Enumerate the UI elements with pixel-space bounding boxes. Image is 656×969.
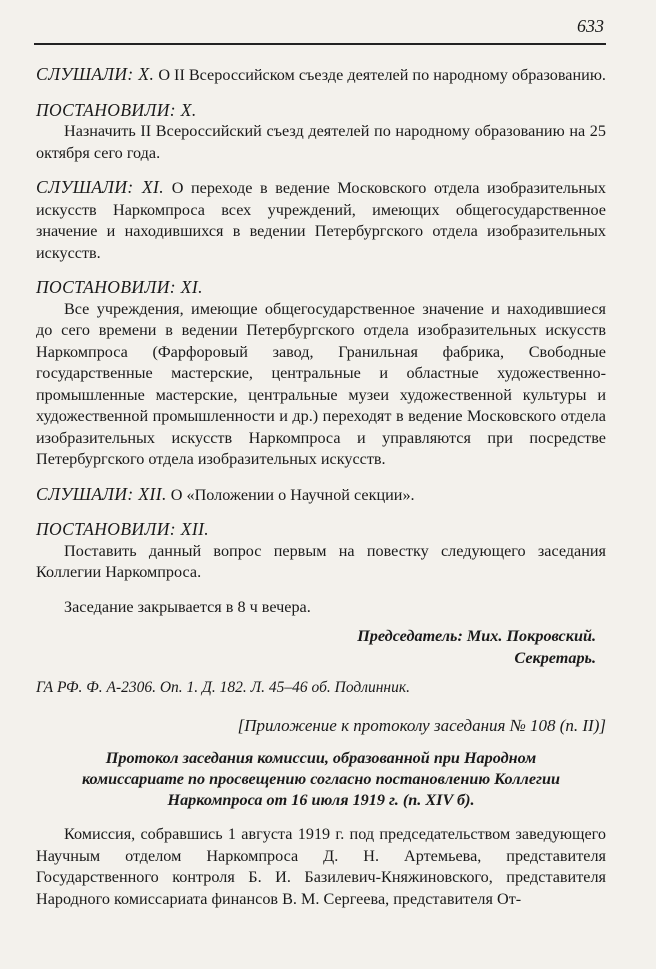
page-number: 633 — [577, 16, 604, 36]
appendix-note: [Приложение к протоколу заседания № 108 (п. II)] — [237, 715, 606, 735]
section-resolved-11-label: ПОСТАНОВИЛИ: XI. — [36, 277, 203, 297]
document-body — [36, 64, 606, 910]
closing-line: Заседание закрывается в 8 ч вечера. — [64, 597, 311, 616]
section-label: СЛУШАЛИ: XII. — [36, 483, 167, 504]
section-heard-11 — [36, 177, 606, 264]
section-heard-10 — [36, 64, 606, 87]
section-resolved-12-text: Поставить данный вопрос первым на повестку следующего заседания Коллегии Наркомпроса. — [36, 541, 606, 581]
section-resolved-10-label: ПОСТАНОВИЛИ: X. — [36, 99, 197, 120]
header-rule — [34, 43, 606, 45]
section-text: О переходе в ведение Московского отдела изобразительных искусств Наркомпроса всех учреждений, имеющих общегосударственное значение и находившихся в ведении Петербургского отдела изобразительных искусств. — [36, 179, 606, 262]
protocol-title: Протокол заседания комиссии, образованной при Народном комиссариате по просвещению согласно постановлению Коллегии Наркомпроса от 16 июля 1919 г. (п. XIV б). — [81, 749, 561, 809]
section-resolved-12-label: ПОСТАНОВИЛИ: XII. — [36, 519, 210, 539]
section-resolved-11-text: Все учреждения, имеющие общегосударственное значение и находившиеся до сего времени в ведении Петербургского отдела изобразительных искусств Наркомпроса (Фарфоровый завод, Гранильная фабрика, Свободные государственные мастерские, центральные и областные художественно-промышленные мастерские, центральные музеи художественной культуры и художественной промышленности и др.) переходят в ведение Московского отдела изобразительных искусств Наркомпроса и управляются при посредстве Петербургского отдела изобразительных искусств. — [36, 299, 606, 468]
section-text: О «Положении о Научной секции». — [170, 485, 415, 504]
archive-source: ГА РФ. Ф. А-2306. Оп. 1. Д. 182. Л. 45–46 об. Подлинник. — [36, 679, 410, 696]
section-resolved-10-text: Назначить II Всероссийский съезд деятелей по народному образованию на 25 октября сего года. — [36, 122, 606, 162]
section-text: О II Всероссийском съезде деятелей по народному образованию. — [158, 66, 606, 84]
secretary-signature: Секретарь. — [514, 648, 596, 667]
final-paragraph: Комиссия, собравшись 1 августа 1919 г. под председательством заведующего Научным отделом Наркомпроса Д. Н. Артемьева, представителя Государственного контроля Б. И. Базилевич-Княжиновского, представителя Народного комиссариата финансов В. М. Сергеева, представителя От- — [36, 825, 606, 908]
section-heard-12 — [36, 484, 606, 507]
section-label: СЛУШАЛИ: XI. — [36, 177, 165, 197]
chair-signature: Председатель: Мих. Покровский. — [357, 627, 596, 645]
section-label: СЛУШАЛИ: X. — [36, 64, 155, 84]
